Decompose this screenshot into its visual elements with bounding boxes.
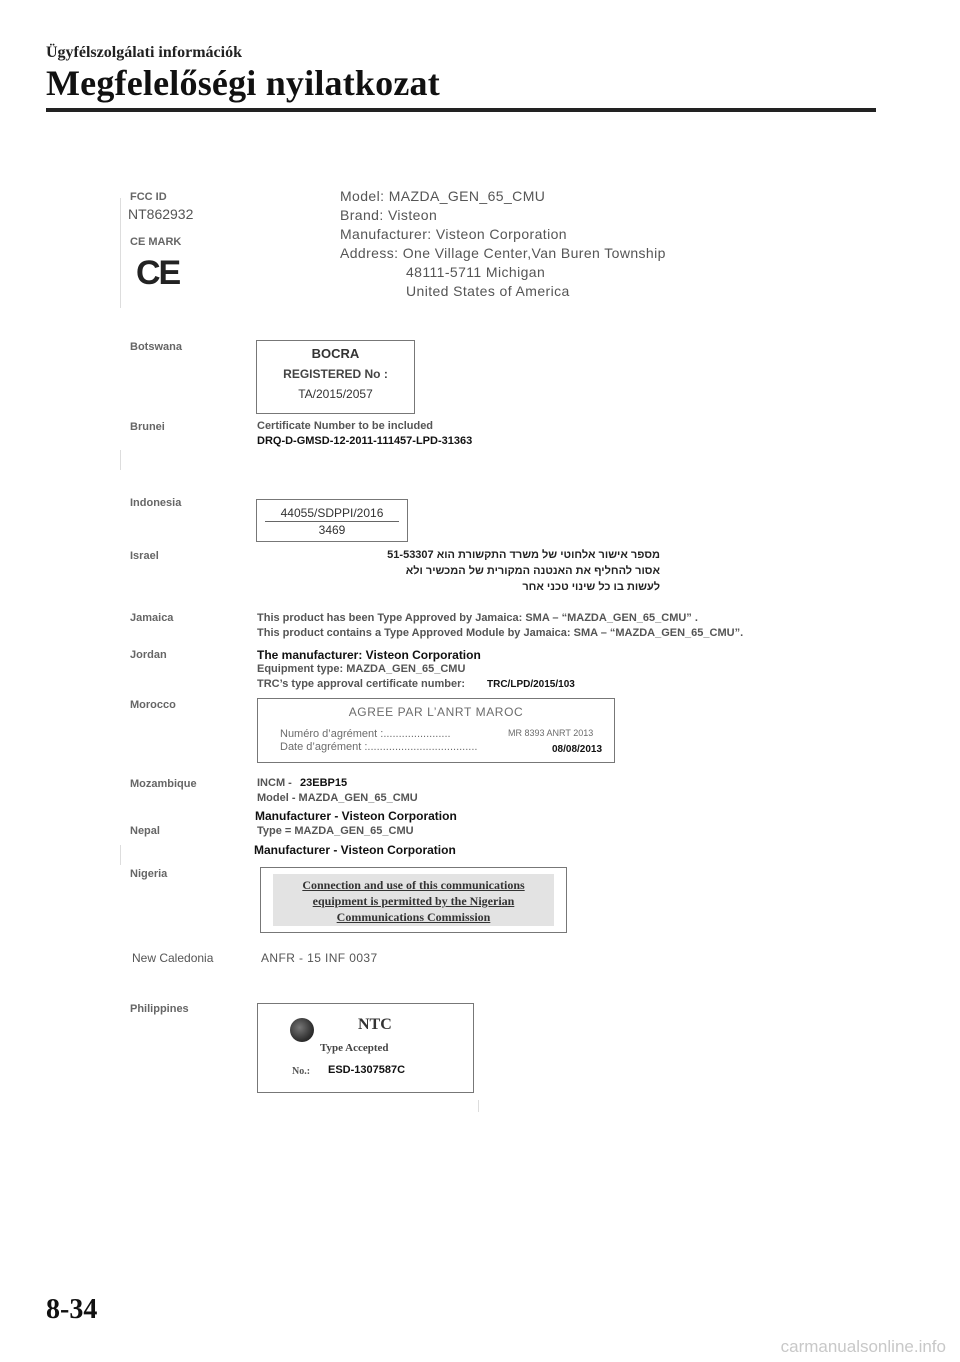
jamaica-label: Jamaica	[130, 612, 174, 624]
fcc-product-info	[340, 187, 720, 301]
nigeria-line1: Connection and use of this communications	[302, 878, 525, 892]
morocco-title: AGREE PAR L’ANRT MAROC	[348, 705, 524, 719]
brunei-certificate-number: DRQ-D-GMSD-12-2011-111457-LPD-31363	[257, 435, 473, 447]
nepal-type: Type = MAZDA_GEN_65_CMU	[257, 825, 414, 837]
ntc-seal-icon	[290, 1018, 314, 1042]
mozambique-incm-value: 23EBP15	[300, 777, 348, 789]
bocra-registered: REGISTERED No :	[283, 367, 388, 381]
nigeria-certificate-box	[260, 867, 567, 933]
philippines-certificate-box	[257, 1003, 474, 1093]
jordan-label: Jordan	[130, 649, 167, 661]
indonesia-line1: 44055/SDPPI/2016	[265, 506, 399, 522]
morocco-label: Morocco	[130, 699, 176, 711]
morocco-date-label: Date d’agrément :....................................	[280, 741, 478, 753]
page-number: 8-34	[46, 1294, 98, 1325]
jordan-trc-number: TRC/LPD/2015/103	[487, 679, 575, 690]
bocra-title: BOCRA	[311, 346, 360, 361]
israel-line3: לעשות בו כל שינוי טכני אחר	[522, 581, 660, 593]
jordan-trc-label: TRC’s type approval certificate number:	[257, 678, 466, 690]
israel-line1: מספר אישור אלחוטי של משרד התקשורת הוא 51-53307	[387, 549, 660, 561]
fcc-model: Model: MAZDA_GEN_65_CMU	[340, 188, 546, 204]
fcc-brand: Brand: Visteon	[340, 207, 438, 223]
indonesia-label: Indonesia	[130, 497, 182, 509]
fcc-manufacturer: Manufacturer: Visteon Corporation	[340, 226, 567, 242]
indonesia-certificate-box	[256, 499, 408, 542]
nepal-label: Nepal	[130, 825, 160, 837]
nepal-manufacturer: Manufacturer - Visteon Corporation	[254, 843, 456, 857]
indonesia-line2: 3469	[318, 523, 346, 537]
nigeria-statement	[273, 874, 554, 926]
ntc-no-label: No.:	[292, 1066, 311, 1077]
ntc-number: ESD-1307587C	[328, 1064, 406, 1076]
mozambique-label: Mozambique	[130, 778, 197, 790]
ntc-subtitle: Type Accepted	[320, 1042, 389, 1054]
watermark: carmanualsonline.info	[780, 1337, 946, 1356]
mozambique-incm-label: INCM -	[257, 777, 292, 789]
section-label: Ügyfélszolgálati információk	[46, 44, 242, 61]
scan-artifact	[120, 198, 121, 308]
morocco-num-label: Numéro d’agrément :......................	[280, 728, 451, 740]
israel-text	[330, 547, 660, 595]
fcc-id-value: NT862932	[128, 206, 194, 222]
botswana-certificate-box	[256, 340, 415, 414]
brunei-heading: Certificate Number to be included	[257, 420, 434, 432]
fcc-address-line1: Address: One Village Center,Van Buren Township	[340, 245, 666, 261]
morocco-certificate-box	[257, 698, 615, 763]
fcc-address-line2: 48111-5711 Michigan	[406, 264, 546, 280]
mozambique-model: Model - MAZDA_GEN_65_CMU	[257, 792, 418, 804]
morocco-num-value: MR 8393 ANRT 2013	[508, 728, 594, 738]
jordan-equipment: Equipment type: MAZDA_GEN_65_CMU	[257, 663, 466, 675]
jordan-manufacturer: The manufacturer: Visteon Corporation	[257, 648, 481, 662]
philippines-label: Philippines	[130, 1003, 189, 1015]
fcc-id-label: FCC ID	[130, 191, 167, 203]
jamaica-line1: This product has been Type Approved by Jamaica: SMA – “MAZDA_GEN_65_CMU” .	[257, 612, 698, 624]
nigeria-label: Nigeria	[130, 868, 168, 880]
botswana-label: Botswana	[130, 341, 182, 353]
scan-artifact	[120, 845, 121, 865]
ntc-title: NTC	[358, 1016, 392, 1033]
brunei-label: Brunei	[130, 421, 165, 433]
israel-line2: אסור להחליף את האנטנה המקורית של המכשיר ולא	[405, 565, 660, 577]
page-title: Megfelelőségi nyilatkozat	[46, 63, 440, 103]
scan-artifact	[120, 450, 121, 470]
new-caledonia-value: ANFR - 15 INF 0037	[261, 951, 378, 965]
bocra-number: TA/2015/2057	[298, 387, 373, 401]
nigeria-line2: equipment is permitted by the Nigerian	[312, 894, 515, 908]
morocco-date-value: 08/08/2013	[552, 744, 603, 755]
title-rule	[46, 108, 876, 112]
new-caledonia-label: New Caledonia	[132, 951, 214, 965]
nigeria-line3: Communications Commission	[336, 910, 491, 924]
ce-mark-icon: CE	[136, 254, 180, 292]
israel-label: Israel	[130, 550, 159, 562]
jamaica-line2: This product contains a Type Approved Module by Jamaica: SMA – “MAZDA_GEN_65_CMU”.	[257, 627, 744, 639]
ce-mark-label: CE MARK	[130, 236, 182, 248]
scan-artifact	[478, 1100, 479, 1112]
mozambique-manufacturer: Manufacturer - Visteon Corporation	[255, 809, 457, 823]
fcc-address-line3: United States of America	[406, 283, 570, 299]
